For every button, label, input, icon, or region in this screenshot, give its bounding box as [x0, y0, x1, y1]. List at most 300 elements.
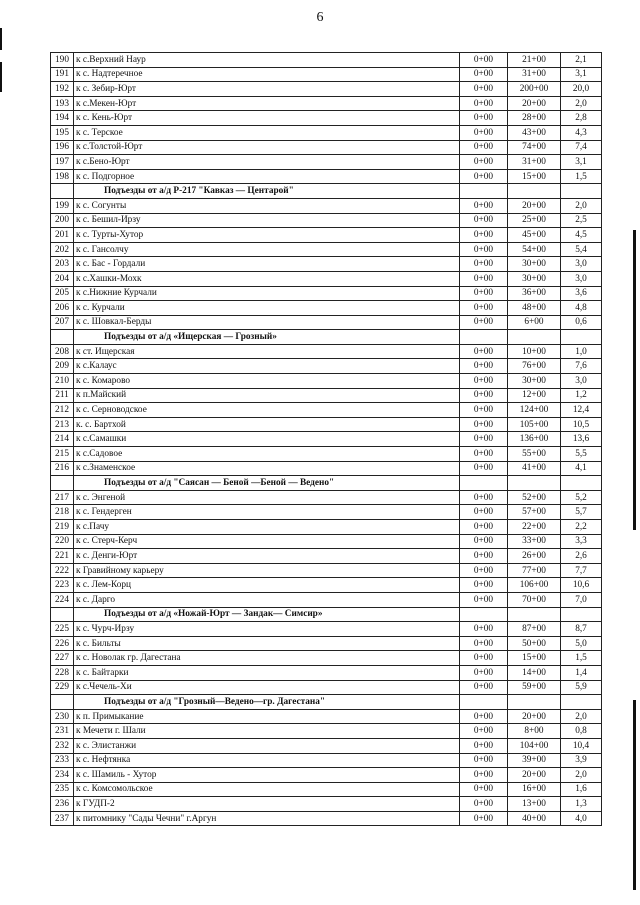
start-km-cell: 0+00	[460, 622, 508, 637]
length-cell: 2,1	[561, 53, 602, 68]
length-cell: 2,8	[561, 111, 602, 126]
road-name-cell: к с. Терское	[74, 125, 460, 140]
scan-edge-mark	[0, 62, 2, 92]
road-name-cell: к с. Курчали	[74, 301, 460, 316]
section-length-cell	[561, 330, 602, 345]
section-to-cell	[508, 184, 561, 199]
end-km-cell: 16+00	[508, 782, 561, 797]
start-km-cell: 0+00	[460, 461, 508, 476]
table-row	[51, 549, 602, 564]
table-row	[51, 768, 602, 783]
end-km-cell: 30+00	[508, 374, 561, 389]
table-row	[51, 53, 602, 68]
scan-edge-mark	[0, 28, 2, 50]
road-name-cell: к с. Турты-Хутор	[74, 228, 460, 243]
start-km-cell: 0+00	[460, 680, 508, 695]
row-number-cell: 225	[51, 622, 74, 637]
section-to-cell	[508, 695, 561, 710]
table-row	[51, 447, 602, 462]
length-cell: 4,3	[561, 125, 602, 140]
road-name-cell: к Мечети г. Шали	[74, 724, 460, 739]
start-km-cell: 0+00	[460, 374, 508, 389]
end-km-cell: 136+00	[508, 432, 561, 447]
road-name-cell: к с. Гансолчу	[74, 242, 460, 257]
end-km-cell: 104+00	[508, 738, 561, 753]
end-km-cell: 36+00	[508, 286, 561, 301]
section-number-cell	[51, 330, 74, 345]
road-name-cell: к с. Серноводское	[74, 403, 460, 418]
section-header-row	[51, 476, 602, 491]
start-km-cell: 0+00	[460, 768, 508, 783]
start-km-cell: 0+00	[460, 242, 508, 257]
road-name-cell: к питомнику "Сады Чечни" г.Аргун	[74, 811, 460, 826]
row-number-cell: 194	[51, 111, 74, 126]
start-km-cell: 0+00	[460, 228, 508, 243]
table-row	[51, 257, 602, 272]
road-name-cell: к с. Зебир-Юрт	[74, 82, 460, 97]
table-row	[51, 709, 602, 724]
length-cell: 3,1	[561, 67, 602, 82]
start-km-cell: 0+00	[460, 578, 508, 593]
table-row	[51, 403, 602, 418]
table-row	[51, 67, 602, 82]
table-row	[51, 169, 602, 184]
road-name-cell: к с.Мекен-Юрт	[74, 96, 460, 111]
row-number-cell: 190	[51, 53, 74, 68]
road-name-cell: к с.Нижние Курчали	[74, 286, 460, 301]
row-number-cell: 209	[51, 359, 74, 374]
row-number-cell: 206	[51, 301, 74, 316]
end-km-cell: 124+00	[508, 403, 561, 418]
road-name-cell: к с. Подгорное	[74, 169, 460, 184]
row-number-cell: 193	[51, 96, 74, 111]
length-cell: 1,5	[561, 169, 602, 184]
length-cell: 7,7	[561, 563, 602, 578]
length-cell: 5,2	[561, 490, 602, 505]
end-km-cell: 106+00	[508, 578, 561, 593]
table-row	[51, 388, 602, 403]
road-name-cell: к с.Чечель-Хи	[74, 680, 460, 695]
row-number-cell: 205	[51, 286, 74, 301]
row-number-cell: 210	[51, 374, 74, 389]
road-name-cell: к с. Дарго	[74, 592, 460, 607]
section-from-cell	[460, 330, 508, 345]
section-header-row	[51, 607, 602, 622]
row-number-cell: 223	[51, 578, 74, 593]
table-row	[51, 461, 602, 476]
row-number-cell: 212	[51, 403, 74, 418]
start-km-cell: 0+00	[460, 286, 508, 301]
end-km-cell: 10+00	[508, 344, 561, 359]
end-km-cell: 76+00	[508, 359, 561, 374]
table-row	[51, 520, 602, 535]
section-to-cell	[508, 607, 561, 622]
length-cell: 2,0	[561, 96, 602, 111]
length-cell: 4,0	[561, 811, 602, 826]
length-cell: 10,6	[561, 578, 602, 593]
start-km-cell: 0+00	[460, 490, 508, 505]
end-km-cell: 22+00	[508, 520, 561, 535]
section-number-cell	[51, 476, 74, 491]
table-row	[51, 374, 602, 389]
section-title: Подъезды от а/д "Грозный—Ведено—гр. Дагестана"	[74, 695, 460, 710]
road-name-cell: к с.Пачу	[74, 520, 460, 535]
row-number-cell: 211	[51, 388, 74, 403]
road-name-cell: к с. Нефтянка	[74, 753, 460, 768]
start-km-cell: 0+00	[460, 417, 508, 432]
end-km-cell: 28+00	[508, 111, 561, 126]
section-header-row	[51, 330, 602, 345]
road-name-cell: к с.Калаус	[74, 359, 460, 374]
length-cell: 2,5	[561, 213, 602, 228]
end-km-cell: 40+00	[508, 811, 561, 826]
end-km-cell: 20+00	[508, 96, 561, 111]
length-cell: 5,4	[561, 242, 602, 257]
length-cell: 1,2	[561, 388, 602, 403]
end-km-cell: 30+00	[508, 271, 561, 286]
start-km-cell: 0+00	[460, 315, 508, 330]
road-name-cell: к с. Бас - Гордали	[74, 257, 460, 272]
section-length-cell	[561, 695, 602, 710]
start-km-cell: 0+00	[460, 651, 508, 666]
length-cell: 1,0	[561, 344, 602, 359]
table-row	[51, 228, 602, 243]
start-km-cell: 0+00	[460, 534, 508, 549]
end-km-cell: 8+00	[508, 724, 561, 739]
end-km-cell: 30+00	[508, 257, 561, 272]
length-cell: 4,5	[561, 228, 602, 243]
table-row	[51, 344, 602, 359]
row-number-cell: 224	[51, 592, 74, 607]
section-length-cell	[561, 184, 602, 199]
end-km-cell: 54+00	[508, 242, 561, 257]
road-name-cell: к с. Комарово	[74, 374, 460, 389]
scan-edge-mark	[633, 700, 636, 890]
section-header-row	[51, 184, 602, 199]
start-km-cell: 0+00	[460, 96, 508, 111]
table-row	[51, 286, 602, 301]
row-number-cell: 232	[51, 738, 74, 753]
row-number-cell: 236	[51, 797, 74, 812]
start-km-cell: 0+00	[460, 344, 508, 359]
road-name-cell: к с.Бено-Юрт	[74, 155, 460, 170]
table-row	[51, 505, 602, 520]
row-number-cell: 198	[51, 169, 74, 184]
road-name-cell: к с. Кень-Юрт	[74, 111, 460, 126]
table-row	[51, 315, 602, 330]
start-km-cell: 0+00	[460, 155, 508, 170]
start-km-cell: 0+00	[460, 782, 508, 797]
table-row	[51, 753, 602, 768]
start-km-cell: 0+00	[460, 53, 508, 68]
road-name-cell: к с. Бильты	[74, 636, 460, 651]
row-number-cell: 226	[51, 636, 74, 651]
start-km-cell: 0+00	[460, 271, 508, 286]
row-number-cell: 202	[51, 242, 74, 257]
start-km-cell: 0+00	[460, 67, 508, 82]
row-number-cell: 219	[51, 520, 74, 535]
start-km-cell: 0+00	[460, 709, 508, 724]
start-km-cell: 0+00	[460, 447, 508, 462]
row-number-cell: 204	[51, 271, 74, 286]
row-number-cell: 201	[51, 228, 74, 243]
length-cell: 5,0	[561, 636, 602, 651]
row-number-cell: 218	[51, 505, 74, 520]
section-to-cell	[508, 330, 561, 345]
end-km-cell: 59+00	[508, 680, 561, 695]
table-row	[51, 111, 602, 126]
row-number-cell: 195	[51, 125, 74, 140]
row-number-cell: 230	[51, 709, 74, 724]
scan-edge-mark	[633, 230, 636, 530]
start-km-cell: 0+00	[460, 301, 508, 316]
road-name-cell: к с. Байтарки	[74, 665, 460, 680]
length-cell: 4,8	[561, 301, 602, 316]
end-km-cell: 55+00	[508, 447, 561, 462]
row-number-cell: 197	[51, 155, 74, 170]
row-number-cell: 199	[51, 198, 74, 213]
road-name-cell: к с. Стерч-Керч	[74, 534, 460, 549]
section-from-cell	[460, 476, 508, 491]
length-cell: 3,0	[561, 271, 602, 286]
start-km-cell: 0+00	[460, 505, 508, 520]
row-number-cell: 227	[51, 651, 74, 666]
section-number-cell	[51, 695, 74, 710]
road-name-cell: к с.Хашки-Мохк	[74, 271, 460, 286]
row-number-cell: 217	[51, 490, 74, 505]
end-km-cell: 25+00	[508, 213, 561, 228]
road-name-cell: к с.Знаменское	[74, 461, 460, 476]
row-number-cell: 203	[51, 257, 74, 272]
start-km-cell: 0+00	[460, 140, 508, 155]
start-km-cell: 0+00	[460, 753, 508, 768]
row-number-cell: 213	[51, 417, 74, 432]
table-row	[51, 271, 602, 286]
end-km-cell: 70+00	[508, 592, 561, 607]
road-name-cell: к с.Самашки	[74, 432, 460, 447]
end-km-cell: 41+00	[508, 461, 561, 476]
end-km-cell: 15+00	[508, 169, 561, 184]
length-cell: 13,6	[561, 432, 602, 447]
start-km-cell: 0+00	[460, 724, 508, 739]
start-km-cell: 0+00	[460, 563, 508, 578]
road-name-cell: к с. Шовкал-Берды	[74, 315, 460, 330]
start-km-cell: 0+00	[460, 257, 508, 272]
road-name-cell: к с. Бешил-Ирзу	[74, 213, 460, 228]
length-cell: 5,9	[561, 680, 602, 695]
start-km-cell: 0+00	[460, 82, 508, 97]
length-cell: 1,3	[561, 797, 602, 812]
end-km-cell: 12+00	[508, 388, 561, 403]
row-number-cell: 207	[51, 315, 74, 330]
end-km-cell: 74+00	[508, 140, 561, 155]
row-number-cell: 231	[51, 724, 74, 739]
start-km-cell: 0+00	[460, 811, 508, 826]
road-name-cell: к с. Денги-Юрт	[74, 549, 460, 564]
start-km-cell: 0+00	[460, 403, 508, 418]
road-name-cell: к с. Согунты	[74, 198, 460, 213]
row-number-cell: 214	[51, 432, 74, 447]
road-name-cell: к с. Гендерген	[74, 505, 460, 520]
length-cell: 20,0	[561, 82, 602, 97]
table-row	[51, 738, 602, 753]
length-cell: 8,7	[561, 622, 602, 637]
row-number-cell: 222	[51, 563, 74, 578]
table-row	[51, 125, 602, 140]
section-header-row	[51, 695, 602, 710]
table-row	[51, 96, 602, 111]
end-km-cell: 20+00	[508, 198, 561, 213]
start-km-cell: 0+00	[460, 388, 508, 403]
end-km-cell: 15+00	[508, 651, 561, 666]
length-cell: 12,4	[561, 403, 602, 418]
start-km-cell: 0+00	[460, 665, 508, 680]
end-km-cell: 45+00	[508, 228, 561, 243]
road-name-cell: к. с. Бартхой	[74, 417, 460, 432]
start-km-cell: 0+00	[460, 592, 508, 607]
table-row	[51, 811, 602, 826]
section-length-cell	[561, 607, 602, 622]
table-row	[51, 417, 602, 432]
end-km-cell: 77+00	[508, 563, 561, 578]
row-number-cell: 191	[51, 67, 74, 82]
row-number-cell: 216	[51, 461, 74, 476]
end-km-cell: 39+00	[508, 753, 561, 768]
start-km-cell: 0+00	[460, 520, 508, 535]
road-name-cell: к с. Надтеречное	[74, 67, 460, 82]
road-name-cell: к с. Новолак гр. Дагестана	[74, 651, 460, 666]
end-km-cell: 26+00	[508, 549, 561, 564]
table-row	[51, 651, 602, 666]
length-cell: 2,0	[561, 198, 602, 213]
length-cell: 2,0	[561, 768, 602, 783]
end-km-cell: 14+00	[508, 665, 561, 680]
start-km-cell: 0+00	[460, 213, 508, 228]
end-km-cell: 87+00	[508, 622, 561, 637]
table-row	[51, 82, 602, 97]
road-name-cell: к с. Лем-Корц	[74, 578, 460, 593]
row-number-cell: 221	[51, 549, 74, 564]
table-row	[51, 592, 602, 607]
length-cell: 3,6	[561, 286, 602, 301]
road-name-cell: к с. Элистанжи	[74, 738, 460, 753]
row-number-cell: 196	[51, 140, 74, 155]
table-row	[51, 155, 602, 170]
start-km-cell: 0+00	[460, 111, 508, 126]
start-km-cell: 0+00	[460, 797, 508, 812]
length-cell: 3,0	[561, 374, 602, 389]
length-cell: 1,4	[561, 665, 602, 680]
length-cell: 5,5	[561, 447, 602, 462]
section-number-cell	[51, 184, 74, 199]
end-km-cell: 21+00	[508, 53, 561, 68]
length-cell: 2,2	[561, 520, 602, 535]
length-cell: 7,0	[561, 592, 602, 607]
row-number-cell: 220	[51, 534, 74, 549]
length-cell: 7,6	[561, 359, 602, 374]
length-cell: 0,6	[561, 315, 602, 330]
row-number-cell: 235	[51, 782, 74, 797]
row-number-cell: 229	[51, 680, 74, 695]
end-km-cell: 31+00	[508, 67, 561, 82]
end-km-cell: 105+00	[508, 417, 561, 432]
length-cell: 3,9	[561, 753, 602, 768]
table-row	[51, 140, 602, 155]
row-number-cell: 234	[51, 768, 74, 783]
section-title: Подъезды от а/д "Саясан — Беной —Беной — Ведено"	[74, 476, 460, 491]
end-km-cell: 57+00	[508, 505, 561, 520]
length-cell: 10,4	[561, 738, 602, 753]
table-row	[51, 622, 602, 637]
end-km-cell: 13+00	[508, 797, 561, 812]
length-cell: 2,0	[561, 709, 602, 724]
table-row	[51, 198, 602, 213]
length-cell: 10,5	[561, 417, 602, 432]
table-row	[51, 680, 602, 695]
table-row	[51, 797, 602, 812]
access-roads-table	[50, 52, 602, 826]
start-km-cell: 0+00	[460, 125, 508, 140]
start-km-cell: 0+00	[460, 169, 508, 184]
section-length-cell	[561, 476, 602, 491]
table-row	[51, 301, 602, 316]
length-cell: 2,6	[561, 549, 602, 564]
section-title: Подъезды от а/д Р-217 "Кавказ — Центарой"	[74, 184, 460, 199]
section-from-cell	[460, 607, 508, 622]
section-to-cell	[508, 476, 561, 491]
table-row	[51, 242, 602, 257]
length-cell: 0,8	[561, 724, 602, 739]
row-number-cell: 208	[51, 344, 74, 359]
road-name-cell: к с. Чурч-Ирзу	[74, 622, 460, 637]
start-km-cell: 0+00	[460, 549, 508, 564]
end-km-cell: 20+00	[508, 709, 561, 724]
length-cell: 3,1	[561, 155, 602, 170]
section-title: Подъезды от а/д «Ножай-Юрт — Зандак— Симсир»	[74, 607, 460, 622]
road-name-cell: к п.Майский	[74, 388, 460, 403]
section-number-cell	[51, 607, 74, 622]
table-row	[51, 724, 602, 739]
end-km-cell: 50+00	[508, 636, 561, 651]
section-from-cell	[460, 184, 508, 199]
table-row	[51, 359, 602, 374]
road-name-cell: к с. Комсомольское	[74, 782, 460, 797]
road-name-cell: к с. Энгеной	[74, 490, 460, 505]
road-name-cell: к с.Верхний Наур	[74, 53, 460, 68]
road-name-cell: к с.Садовое	[74, 447, 460, 462]
road-name-cell: к Гравийному карьеру	[74, 563, 460, 578]
table-row	[51, 432, 602, 447]
end-km-cell: 33+00	[508, 534, 561, 549]
row-number-cell: 237	[51, 811, 74, 826]
length-cell: 1,6	[561, 782, 602, 797]
start-km-cell: 0+00	[460, 359, 508, 374]
road-name-cell: к ГУДП-2	[74, 797, 460, 812]
end-km-cell: 31+00	[508, 155, 561, 170]
road-name-cell: к п. Примыкание	[74, 709, 460, 724]
row-number-cell: 233	[51, 753, 74, 768]
table-row	[51, 563, 602, 578]
row-number-cell: 228	[51, 665, 74, 680]
road-name-cell: к с. Шамиль - Хутор	[74, 768, 460, 783]
length-cell: 4,1	[561, 461, 602, 476]
road-name-cell: к с.Толстой-Юрт	[74, 140, 460, 155]
section-from-cell	[460, 695, 508, 710]
table-row	[51, 782, 602, 797]
table-row	[51, 534, 602, 549]
start-km-cell: 0+00	[460, 432, 508, 447]
table-row	[51, 490, 602, 505]
